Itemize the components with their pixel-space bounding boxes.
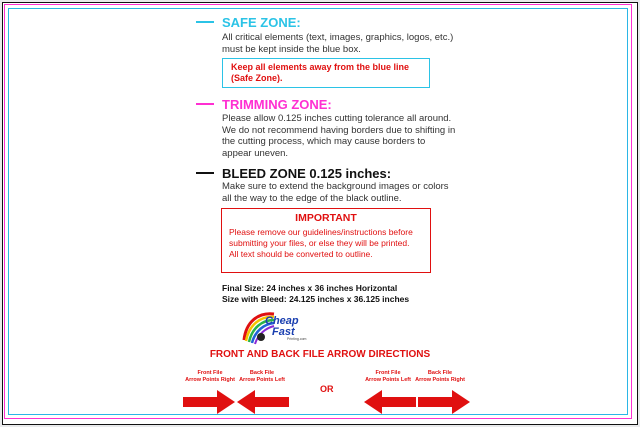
bleed-zone-text: Make sure to extend the background images or colors all the way to the edge of the black outline. <box>222 181 449 204</box>
left-arrow-icon <box>237 390 289 414</box>
arrow-label-back-left: Back File Arrow Points Left <box>239 370 285 383</box>
safe-zone-title: SAFE ZONE: <box>222 15 301 30</box>
right-arrow-icon <box>183 390 235 414</box>
trimming-zone-text: Please allow 0.125 inches cutting tolerance all around. We do not recommend having borders due to shifting in the cutting process, which may cause borders to appear uneven. <box>222 113 456 159</box>
safe-zone-note-box <box>222 58 430 88</box>
trimming-zone-title: TRIMMING ZONE: <box>222 97 332 112</box>
safe-zone-swatch <box>196 21 214 23</box>
right-arrow-icon <box>418 390 470 414</box>
safe-zone-text: All critical elements (text, images, graphics, logos, etc.) must be kept inside the blue box. <box>222 32 454 55</box>
arrow-label-front-right: Front File Arrow Points Right <box>185 370 235 383</box>
left-arrow-icon <box>364 390 416 414</box>
arrow-label-front-left: Front File Arrow Points Left <box>365 370 411 383</box>
important-title: IMPORTANT <box>295 212 357 224</box>
or-separator: OR <box>320 384 334 394</box>
important-box <box>221 208 431 273</box>
logo-word-cheap: Cheap <box>265 315 299 327</box>
arrow-label-back-right: Back File Arrow Points Right <box>415 370 465 383</box>
arrow-directions-heading: FRONT AND BACK FILE ARROW DIRECTIONS <box>209 349 431 360</box>
bleed-zone-title: BLEED ZONE 0.125 inches: <box>222 166 392 181</box>
logo-word-fast: Fast <box>272 326 295 338</box>
cheapfastprinting-logo <box>240 310 316 346</box>
important-text: Please remove our guidelines/instructions before submitting your files, or else they will be printed. All text should be converted to outline. <box>229 227 413 259</box>
trimming-zone-swatch <box>196 103 214 105</box>
safe-zone-note: Keep all elements away from the blue line (Safe Zone). <box>231 62 410 83</box>
logo-word-printing: Printing.com <box>287 337 307 341</box>
final-size: Final Size: 24 inches x 36 inches Horizontal <box>222 283 398 293</box>
bleed-zone-swatch <box>196 172 214 174</box>
bleed-size: Size with Bleed: 24.125 inches x 36.125 inches <box>222 294 410 304</box>
